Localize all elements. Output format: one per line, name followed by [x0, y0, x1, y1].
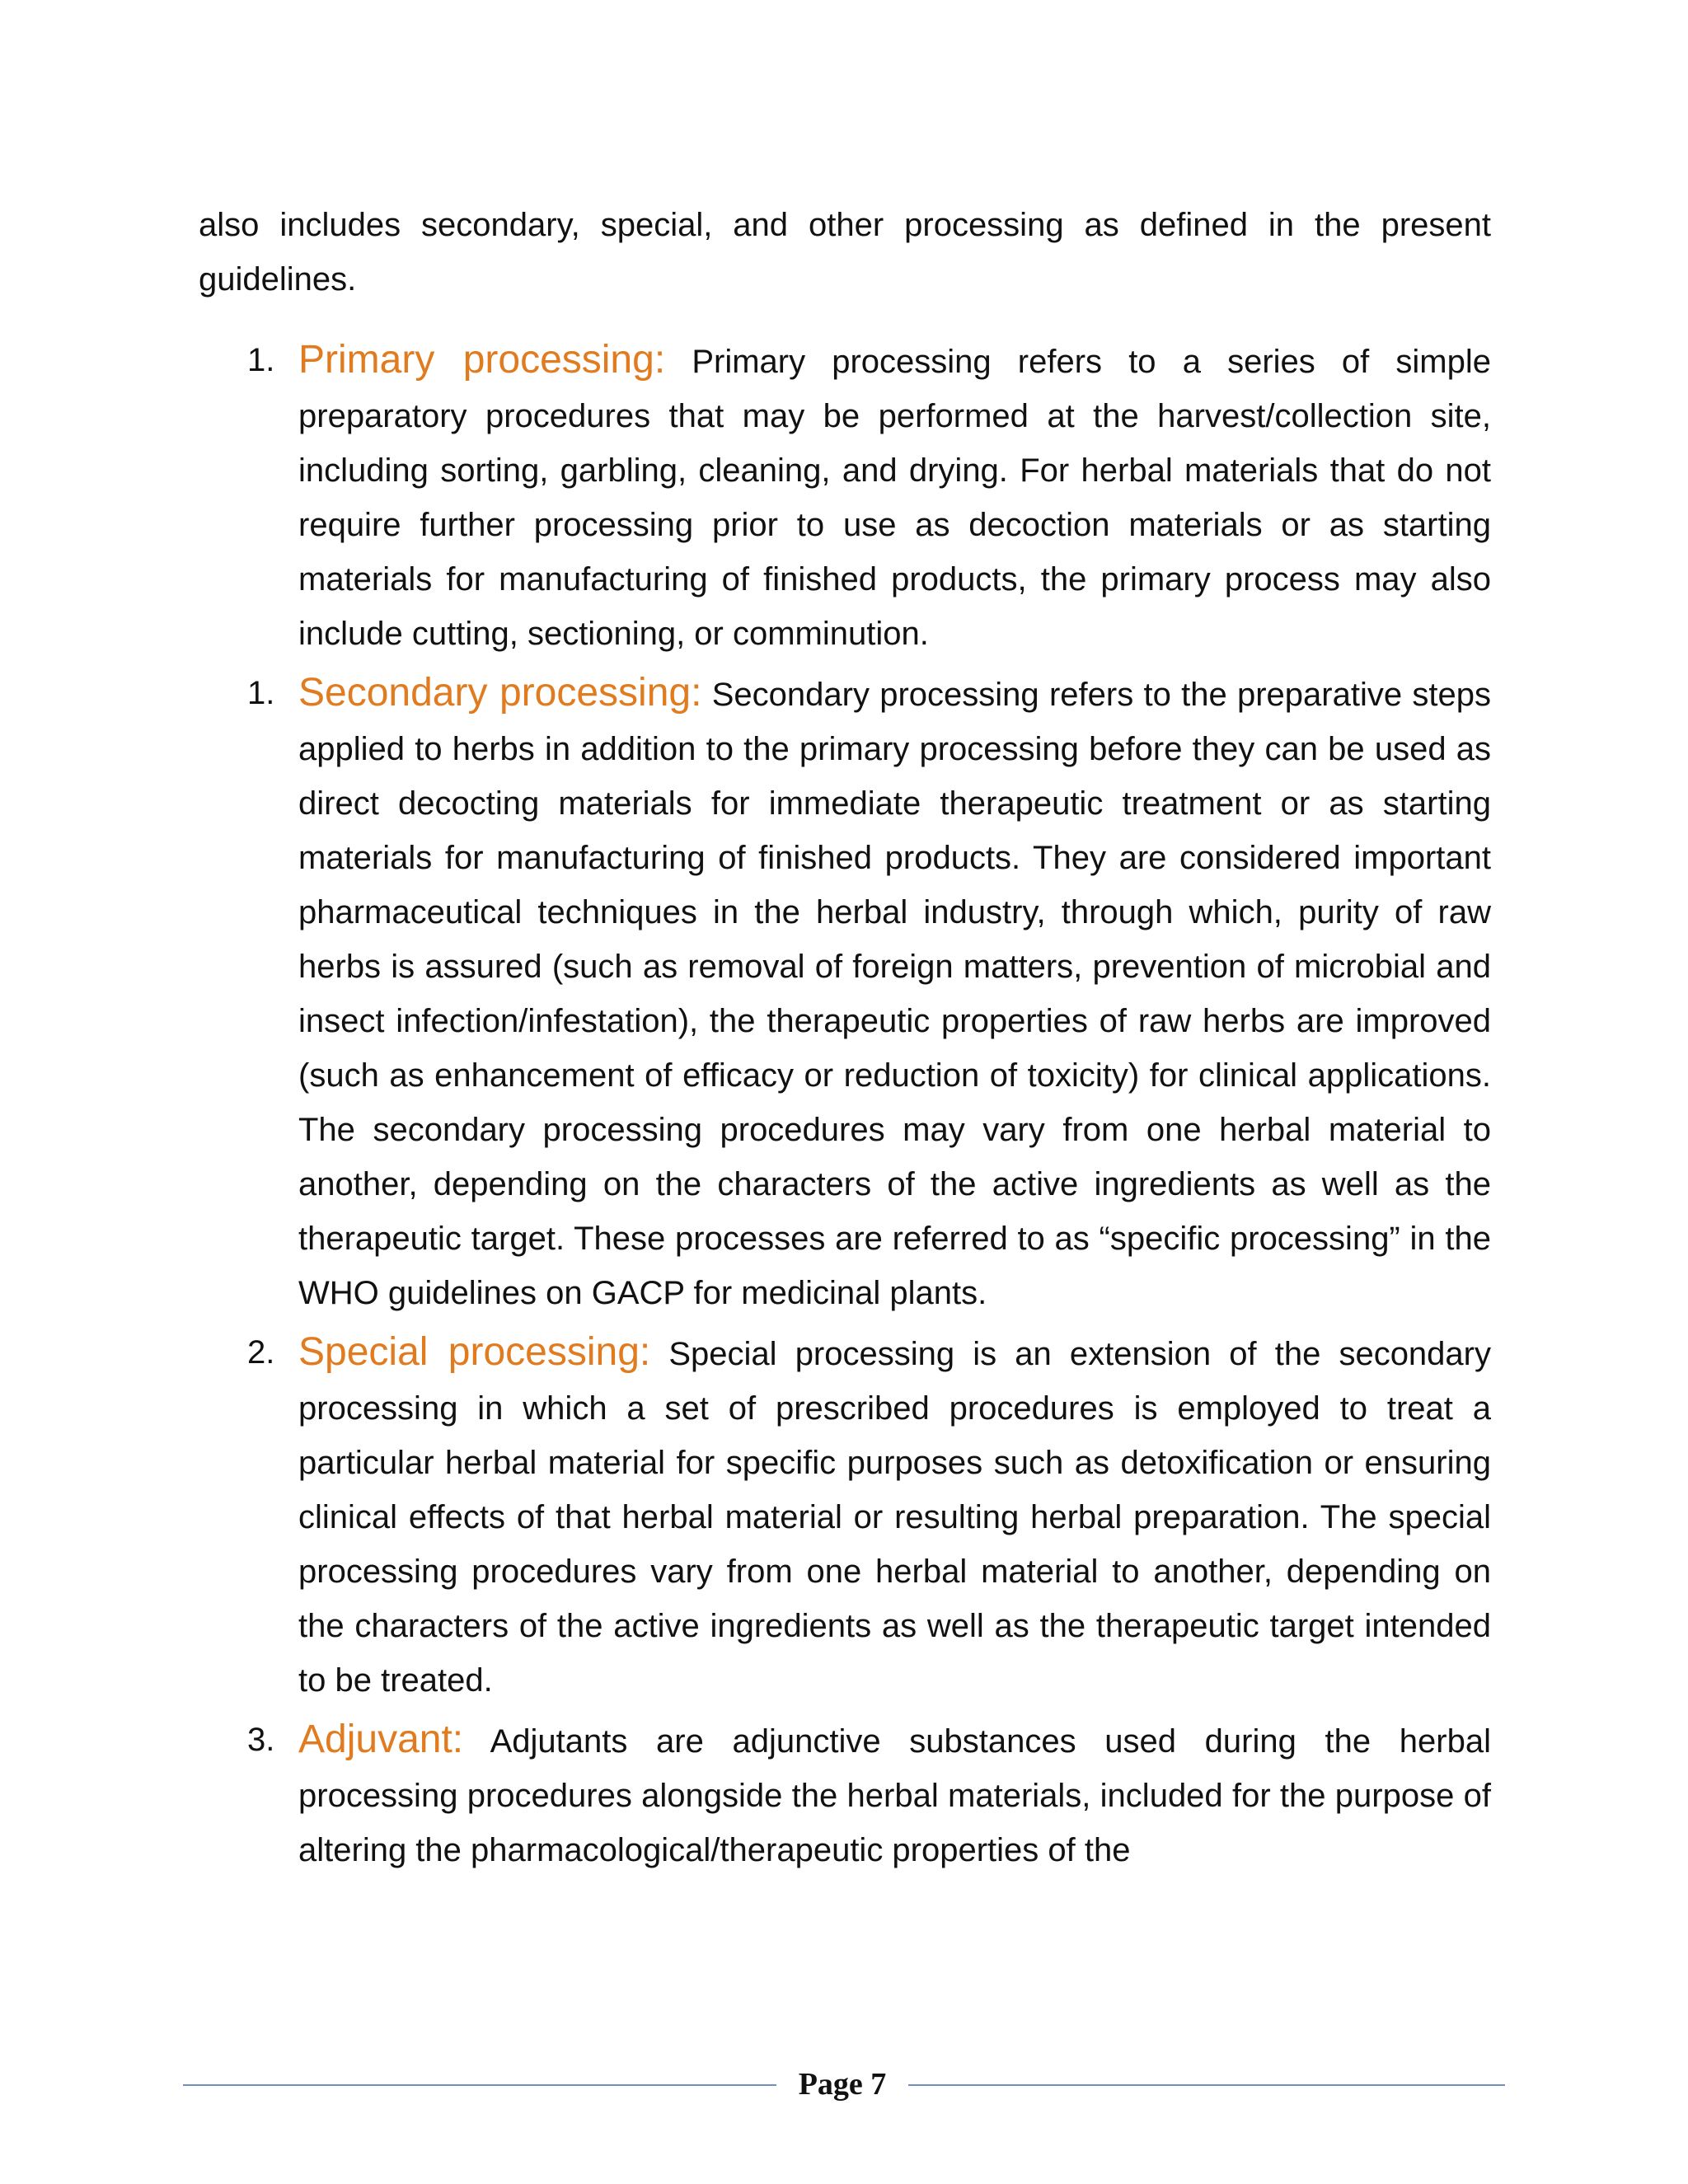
term-heading: Adjuvant:: [298, 1718, 464, 1761]
term-definition: Primary processing refers to a series of simple preparatory procedures that may be performed at the harvest/collection site, including sorting, garbling, cleaning, and drying. For herbal materials that do not require further processing prior to use as decoction materials or as starting materials for manufacturing of finished products, the primary process may also include cutting, sectioning, or comminution.: [298, 344, 1492, 652]
footer-rule-left: [183, 2084, 776, 2086]
list-item-special-processing: [199, 1325, 1491, 1708]
term-definition: Special processing is an extension of the secondary processing in which a set of prescribed procedures is employed to treat a particular herbal material for specific purposes such as detoxification or ensuring clinical effects of that herbal material or resulting herbal preparation. The special processing procedures vary from one herbal material to another, depending on the characters of the active ingredients as well as the therapeutic target intended to be treated.: [298, 1336, 1491, 1699]
list-number: 3.: [247, 1722, 275, 1758]
footer-rule-right: [908, 2084, 1505, 2086]
term-definition: Secondary processing refers to the preparative steps applied to herbs in addition to the primary processing before they can be used as direct decocting materials for immediate therapeutic treatment or as starting materials for manufacturing of finished products. They are considered important pharmaceutical techniques in the herbal industry, through which, purity of raw herbs is assured (such as removal of foreign matters, prevention of microbial and insect infection/infestation), the therapeutic properties of raw herbs are improved (such as enhancement of efficacy or reduction of toxicity) for clinical applications. The secondary processing procedures may vary from one herbal material to another, depending on the characters of the active ingredients as well as the therapeutic target. These processes are referred to as “specific processing” in the WHO guidelines on GACP for medicinal plants.: [298, 677, 1491, 1311]
intro-paragraph: also includes secondary, special, and other processing as defined in the present guidelines.: [199, 207, 1491, 298]
list-number: 2.: [247, 1334, 275, 1371]
page-number: Page 7: [798, 2067, 887, 2102]
term-heading: Special processing:: [298, 1330, 651, 1374]
list-item-secondary-processing: [199, 666, 1491, 1320]
term-heading: Secondary processing:: [298, 671, 702, 715]
list-number: 1.: [247, 675, 275, 711]
list-item-primary-processing: [199, 333, 1491, 661]
term-definition: Adjutants are adjunctive substances used during the herbal processing procedures alongside the herbal materials, included for the purpose of altering the pharmacological/therapeutic properties of the: [298, 1723, 1491, 1868]
list-item-adjuvant: [199, 1713, 1491, 1877]
term-heading: Primary processing:: [298, 338, 666, 382]
definitions-list: [199, 333, 1491, 1882]
list-number: 1.: [247, 342, 275, 378]
page-footer: [183, 2064, 1505, 2105]
